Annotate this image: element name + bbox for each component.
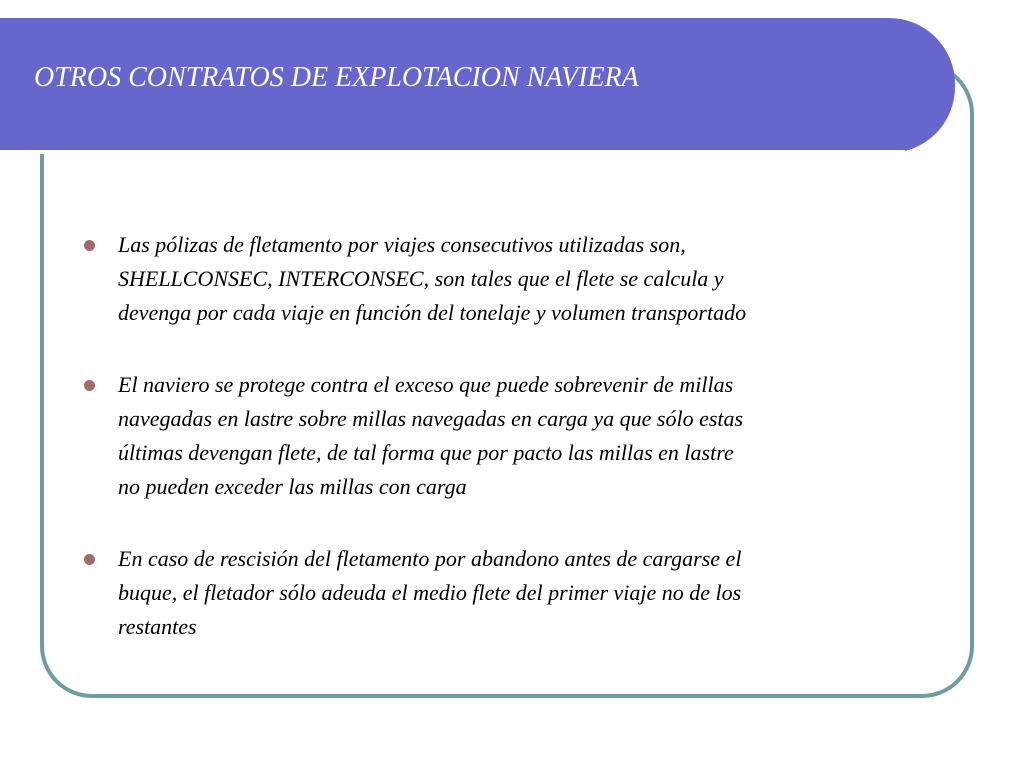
- bullet-item: [84, 368, 914, 504]
- bullet-item: [84, 228, 914, 330]
- bullet-text: En caso de rescisión del fletamento por abandono antes de cargarse el buque, el fletador sólo adeuda el medio flete del primer viaje no de los restantes: [118, 546, 742, 639]
- bullet-text: Las pólizas de fletamento por viajes consecutivos utilizadas son, SHELLCONSEC, INTERCONSEC, son tales que el flete se calcula y devenga por cada viaje en función del tonelaje y volumen transportado: [118, 232, 747, 325]
- bullet-dot-icon: [84, 554, 95, 565]
- bullet-item: [84, 542, 914, 644]
- slide-title: OTROS CONTRATOS DE EXPLOTACION NAVIERA: [34, 62, 639, 93]
- bullet-text: El naviero se protege contra el exceso que puede sobrevenir de millas navegadas en lastre sobre millas navegadas en carga ya que sólo estas últimas devengan flete, de tal forma que por pacto las millas en lastre no pueden exceder las millas con carga: [118, 372, 744, 499]
- bullet-dot-icon: [84, 240, 95, 251]
- bullet-list: [84, 228, 914, 682]
- bullet-dot-icon: [84, 380, 95, 391]
- title-underline: [0, 150, 905, 154]
